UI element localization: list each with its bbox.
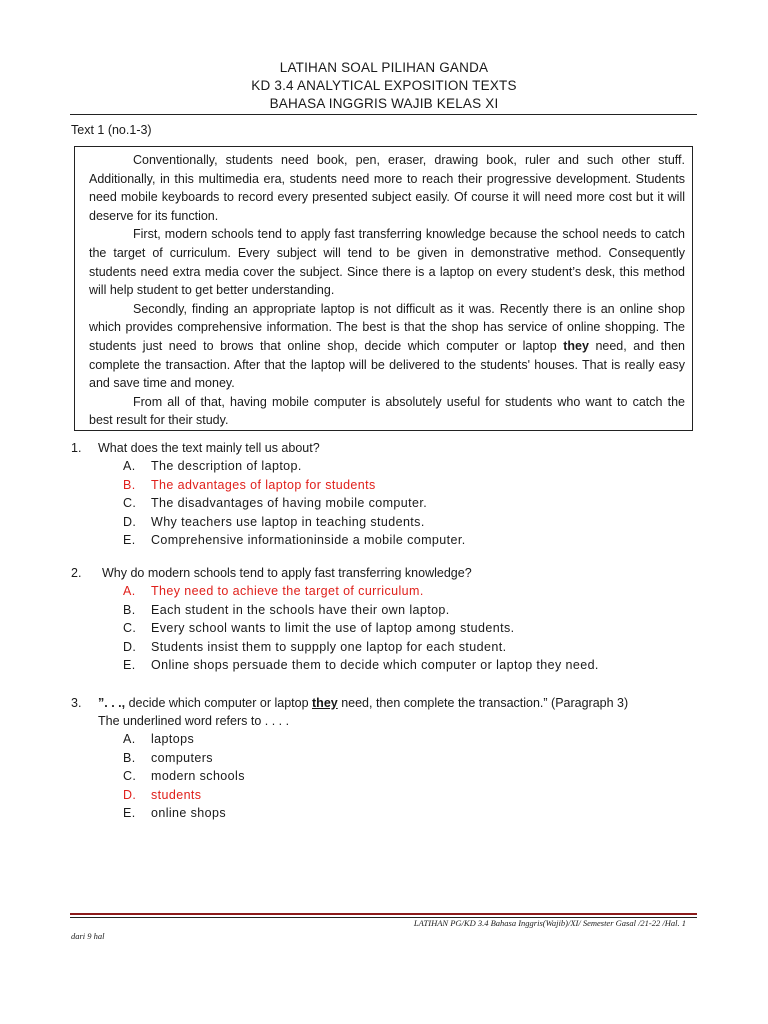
footer-info: LATIHAN PG/KD 3.4 Bahasa Inggris(Wajib)/XI/ Semester Gasal /21-22 /Hal. 1 bbox=[413, 918, 686, 928]
option-d[interactable]: D. Why teachers use laptop in teaching students. bbox=[123, 514, 425, 529]
question-1 bbox=[71, 439, 691, 550]
question-quote: ”. . ., decide which computer or laptop they need, then complete the transaction.” (Paragraph 3) bbox=[98, 696, 629, 710]
passage-paragraph-1: Conventionally, students need book, pen, eraser, drawing book, ruler and such other stuff. Additionally, in this multimedia era, students need more to reach their progressive development. Students need mobile keyboards to record every presented subject easily. Of course it will need more cost but it will deserve for its function. bbox=[89, 153, 685, 223]
question-3 bbox=[71, 694, 691, 823]
passage bbox=[89, 151, 685, 430]
option-list bbox=[123, 582, 691, 675]
underlined-word: they bbox=[312, 696, 338, 710]
question-number: 1. bbox=[71, 441, 82, 455]
option-b-answer[interactable]: B. The advantages of laptop for students bbox=[123, 477, 376, 492]
question-text: Why do modern schools tend to apply fast transferring knowledge? bbox=[102, 566, 472, 580]
option-a[interactable]: A. laptops bbox=[123, 732, 195, 746]
passage-paragraph-4: From all of that, having mobile computer is absolutely useful for students who want to catch the best result for their study. bbox=[89, 394, 685, 428]
header-divider bbox=[70, 114, 697, 115]
option-list bbox=[123, 730, 691, 823]
passage-keyword: they bbox=[563, 338, 589, 353]
option-e[interactable]: E. Online shops persuade them to decide which computer or laptop they need. bbox=[123, 658, 599, 673]
option-c[interactable]: C. Every school wants to limit the use of laptop among students. bbox=[123, 621, 515, 636]
header-class: BAHASA INGGRIS WAJIB KELAS XI bbox=[269, 96, 499, 111]
option-c[interactable]: C. The disadvantages of having mobile computer. bbox=[123, 496, 428, 511]
footer-divider bbox=[70, 913, 697, 915]
question-number: 3. bbox=[71, 696, 82, 710]
option-b[interactable]: B. Each student in the schools have their own laptop. bbox=[123, 602, 450, 617]
passage-paragraph-2: First, modern schools tend to apply fast transferring knowledge because the school needs to catch the target of curriculum. Every subject will tend to be given in demonstrative method. Consequently students need extra media cover the subject. Since there is a laptop on every student’s desk, this method will help student to get better understanding. bbox=[89, 227, 685, 298]
option-a[interactable]: A. The description of laptop. bbox=[123, 459, 302, 473]
option-e[interactable]: E. Comprehensive informationinside a mobile computer. bbox=[123, 533, 466, 548]
passage-paragraph-3: Secondly, finding an appropriate laptop is not difficult as it was. Recently there is an online shop which provides comprehensive information. The best is that the shop has service of online shopping. The students just need to brows that online shop, decide which computer or laptop they need, and then complete the transaction. After that the laptop will be delivered to the students' houses. That is really easy and save time and money. bbox=[89, 301, 685, 391]
option-d-answer[interactable]: D. students bbox=[123, 787, 202, 802]
text-label: Text 1 (no.1-3) bbox=[71, 123, 152, 137]
question-number: 2. bbox=[71, 566, 82, 580]
option-c[interactable]: C. modern schools bbox=[123, 769, 245, 784]
footer-page-count: dari 9 hal bbox=[71, 931, 105, 941]
question-text: The underlined word refers to . . . . bbox=[98, 714, 290, 728]
header-title: LATIHAN SOAL PILIHAN GANDA bbox=[279, 60, 489, 75]
option-e[interactable]: E. online shops bbox=[123, 806, 226, 821]
question-text: What does the text mainly tell us about? bbox=[98, 441, 320, 455]
option-d[interactable]: D. Students insist them to suppply one laptop for each student. bbox=[123, 639, 507, 654]
document-header bbox=[0, 59, 768, 113]
question-2 bbox=[71, 564, 691, 675]
header-subtitle: KD 3.4 ANALYTICAL EXPOSITION TEXTS bbox=[251, 78, 517, 93]
option-a-answer[interactable]: A. They need to achieve the target of curriculum. bbox=[123, 584, 424, 598]
option-list bbox=[123, 457, 691, 550]
option-b[interactable]: B. computers bbox=[123, 750, 213, 765]
